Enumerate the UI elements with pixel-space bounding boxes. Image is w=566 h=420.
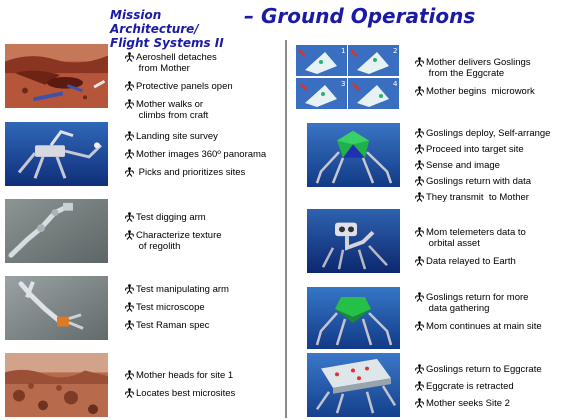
panel-number-3: 3 bbox=[341, 80, 346, 88]
list-item: Goslings return to Eggcrate bbox=[415, 364, 542, 375]
figure-bullet-icon bbox=[125, 149, 134, 160]
list-item: Mother heads for site 1 bbox=[125, 370, 235, 381]
list-item: Test microscope bbox=[125, 302, 229, 313]
list-item: Eggcrate is retracted bbox=[415, 381, 542, 392]
mars-surface-landing-image bbox=[5, 44, 108, 108]
list-item: Aeroshell detaches from Mother bbox=[125, 52, 233, 74]
figure-bullet-icon bbox=[125, 230, 134, 241]
figure-bullet-icon bbox=[415, 160, 424, 171]
right-bullets-row-3 bbox=[415, 227, 526, 274]
list-item: Data relayed to Earth bbox=[415, 256, 526, 267]
right-bullets-row-1 bbox=[415, 57, 535, 104]
rover-robot-image bbox=[5, 122, 108, 186]
list-item: Mother delivers Goslings from the Eggcrate bbox=[415, 57, 535, 79]
figure-bullet-icon bbox=[415, 321, 424, 332]
gosling-blue-green-image bbox=[307, 123, 400, 187]
list-item: Locates best microsites bbox=[125, 388, 235, 399]
panel-number-1: 1 bbox=[341, 47, 346, 55]
figure-bullet-icon bbox=[125, 388, 134, 399]
column-divider bbox=[285, 40, 287, 418]
section-title-line1: Mission Architecture/ bbox=[110, 8, 199, 36]
list-item: Mother seeks Site 2 bbox=[415, 398, 542, 409]
section-title bbox=[110, 8, 250, 50]
left-bullets-row-4 bbox=[125, 284, 229, 338]
list-item: Landing site survey bbox=[125, 131, 266, 142]
figure-bullet-icon bbox=[125, 212, 134, 223]
figure-bullet-icon bbox=[415, 86, 424, 97]
list-item: Proceed into target site bbox=[415, 144, 550, 155]
list-item: They transmit to Mother bbox=[415, 192, 550, 203]
manipulating-arm-image bbox=[5, 276, 108, 340]
figure-bullet-icon bbox=[415, 192, 424, 203]
figure-bullet-icon bbox=[415, 292, 424, 303]
list-item: Characterize texture of regolith bbox=[125, 230, 222, 252]
figure-bullet-icon bbox=[415, 381, 424, 392]
page-title: – Ground Operations bbox=[244, 4, 476, 28]
figure-bullet-icon bbox=[415, 256, 424, 267]
panel-number-2: 2 bbox=[393, 47, 398, 55]
list-item: Mother images 360º panorama bbox=[125, 149, 266, 160]
right-bullets-row-2 bbox=[415, 128, 550, 208]
list-item: Mom telemeters data to orbital asset bbox=[415, 227, 526, 249]
figure-bullet-icon bbox=[125, 131, 134, 142]
list-item: Goslings return for more data gathering bbox=[415, 292, 542, 314]
goslings-return-image bbox=[307, 353, 400, 417]
figure-bullet-icon bbox=[125, 320, 134, 331]
figure-bullet-icon bbox=[415, 144, 424, 155]
list-item: Test digging arm bbox=[125, 212, 222, 223]
figure-bullet-icon bbox=[415, 128, 424, 139]
list-item: Mother walks or climbs from craft bbox=[125, 99, 233, 121]
figure-bullet-icon bbox=[125, 99, 134, 110]
panel-number-4: 4 bbox=[393, 80, 398, 88]
figure-bullet-icon bbox=[415, 398, 424, 409]
figure-bullet-icon bbox=[125, 302, 134, 313]
list-item: Mom continues at main site bbox=[415, 321, 542, 332]
figure-bullet-icon bbox=[125, 52, 134, 63]
list-item: Protective panels open bbox=[125, 81, 233, 92]
left-bullets-row-3 bbox=[125, 212, 222, 259]
list-item: Picks and prioritizes sites bbox=[125, 167, 266, 178]
section-title-line2: Flight Systems II bbox=[110, 36, 224, 50]
mother-telemetry-image bbox=[307, 209, 400, 273]
eggcrate-panels-image bbox=[295, 44, 400, 110]
list-item: Mother begins microwork bbox=[415, 86, 535, 97]
figure-bullet-icon bbox=[125, 370, 134, 381]
figure-bullet-icon bbox=[415, 227, 424, 238]
left-bullets-row-1 bbox=[125, 52, 233, 128]
figure-bullet-icon bbox=[125, 167, 134, 178]
left-bullets-row-2 bbox=[125, 131, 266, 185]
list-item: Goslings deploy, Self-arrange bbox=[415, 128, 550, 139]
figure-bullet-icon bbox=[415, 176, 424, 187]
figure-bullet-icon bbox=[125, 81, 134, 92]
figure-bullet-icon bbox=[415, 364, 424, 375]
list-item: Test Raman spec bbox=[125, 320, 229, 331]
list-item: Sense and image bbox=[415, 160, 550, 171]
digging-arm-image bbox=[5, 199, 108, 263]
figure-bullet-icon bbox=[415, 57, 424, 68]
list-item: Goslings return with data bbox=[415, 176, 550, 187]
list-item: Test manipulating arm bbox=[125, 284, 229, 295]
right-bullets-row-4 bbox=[415, 292, 542, 339]
mars-terrain-image bbox=[5, 353, 108, 417]
gosling-green-image bbox=[307, 287, 400, 349]
right-bullets-row-5 bbox=[415, 364, 542, 415]
left-bullets-row-5 bbox=[125, 370, 235, 406]
figure-bullet-icon bbox=[125, 284, 134, 295]
